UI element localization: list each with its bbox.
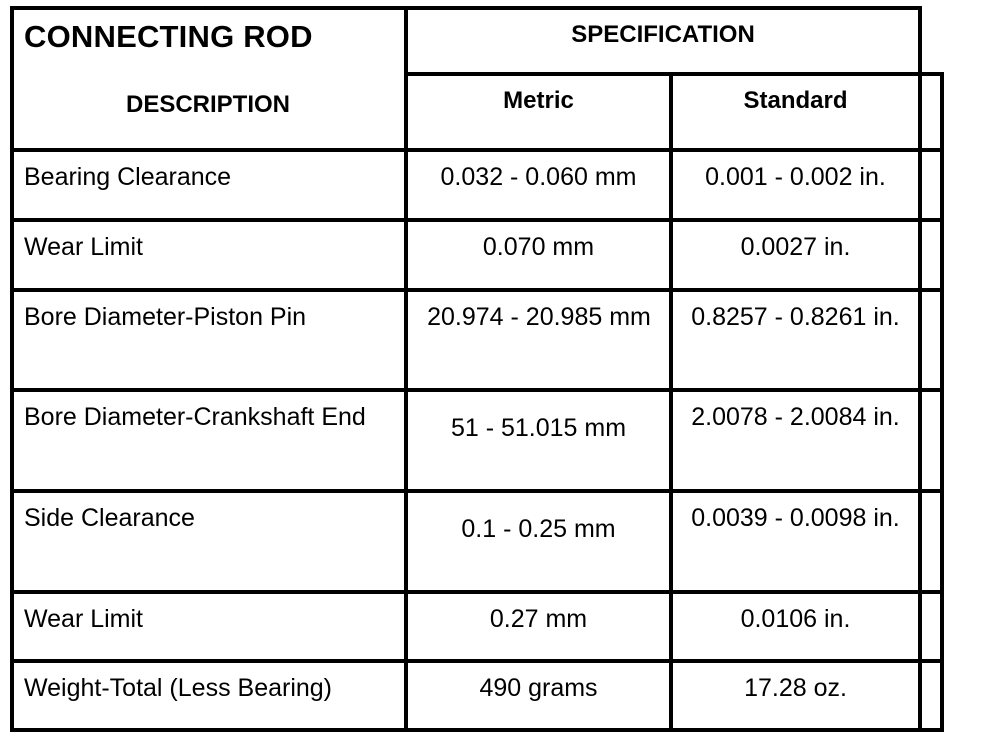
row-standard-value: 0.0039 - 0.0098 in. xyxy=(691,504,900,532)
page-title: CONNECTING ROD xyxy=(24,19,313,54)
standard-header: Standard xyxy=(743,87,848,114)
specification-header: SPECIFICATION xyxy=(571,21,755,48)
bottom-border-line xyxy=(10,728,944,732)
row-metric-value: 0.032 - 0.060 mm xyxy=(440,163,637,191)
row-metric-value: 490 grams xyxy=(479,674,598,702)
row-description: Wear Limit xyxy=(24,605,144,633)
row-description: Side Clearance xyxy=(24,504,195,532)
row-description: Bore Diameter-Crankshaft End xyxy=(24,403,366,431)
row-metric-value: 0.1 - 0.25 mm xyxy=(461,515,616,544)
row-description: Bore Diameter-Piston Pin xyxy=(24,303,307,331)
row-metric-value: 20.974 - 20.985 mm xyxy=(427,303,651,331)
row-standard-value: 2.0078 - 2.0084 in. xyxy=(691,403,900,431)
row-metric-value: 0.27 mm xyxy=(489,605,588,633)
row-description: Wear Limit xyxy=(24,233,144,261)
right-outer-border xyxy=(918,6,922,732)
row-standard-value: 0.8257 - 0.8261 in. xyxy=(691,303,900,331)
row-metric-value: 0.070 mm xyxy=(482,233,595,261)
offset-right-border xyxy=(940,72,944,732)
row-description: Weight-Total (Less Bearing) xyxy=(24,674,333,702)
description-header: DESCRIPTION xyxy=(125,91,290,118)
row-standard-value: 0.0106 in. xyxy=(740,605,851,633)
metric-header: Metric xyxy=(503,87,574,114)
row-standard-value: 0.001 - 0.002 in. xyxy=(705,163,886,191)
row-standard-value: 0.0027 in. xyxy=(740,233,851,261)
row-description: Bearing Clearance xyxy=(24,163,232,191)
row-standard-value: 17.28 oz. xyxy=(744,674,847,702)
row-metric-value: 51 - 51.015 mm xyxy=(450,414,627,443)
